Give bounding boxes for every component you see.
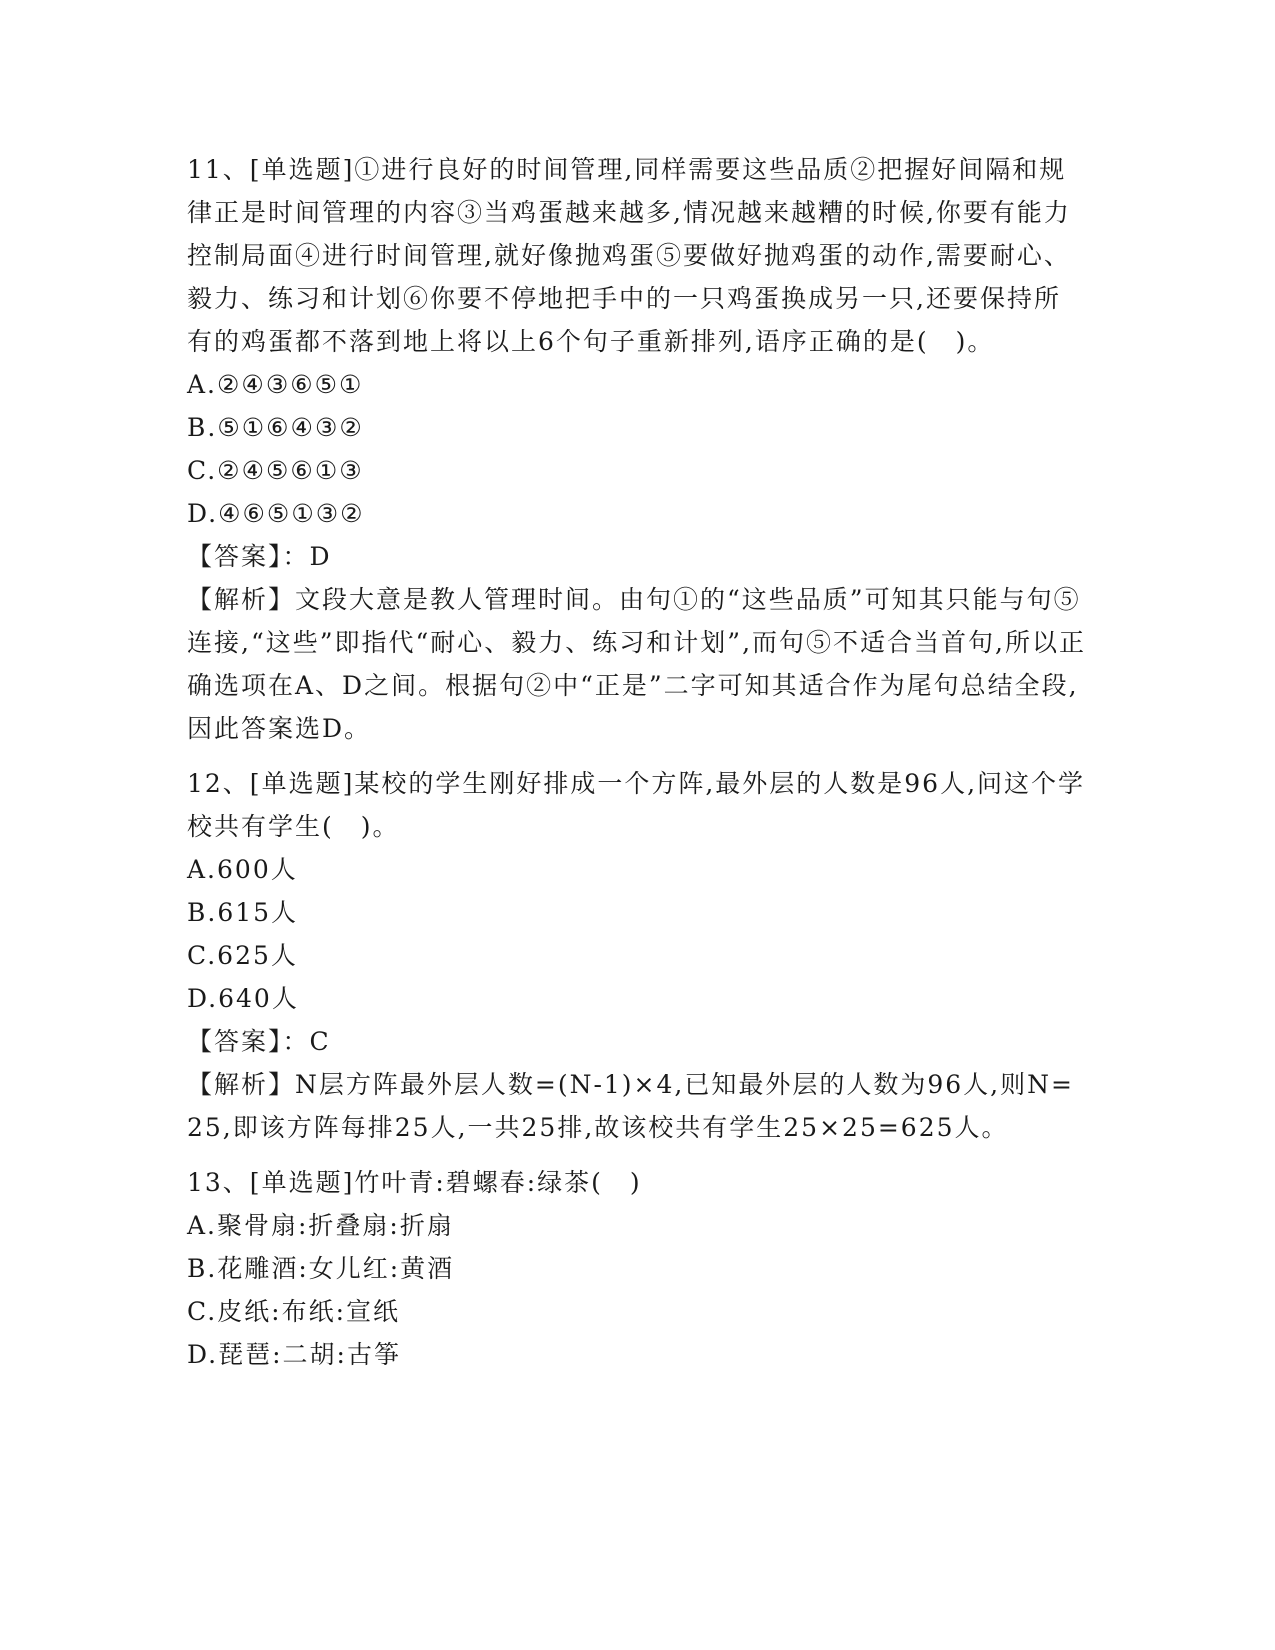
question-stem: 13、[单选题]竹叶青:碧螺春:绿茶( ) — [187, 1168, 642, 1197]
question-divider — [187, 750, 1087, 762]
option-b: B.⑤①⑥④③② — [187, 413, 364, 442]
option-d: D.④⑥⑤①③② — [187, 499, 365, 528]
question-divider — [187, 1149, 1087, 1161]
question-stem: 12、[单选题]某校的学生刚好排成一个方阵,最外层的人数是96人,问这个学校共有学生( )。 — [187, 769, 1086, 841]
option-b: B.花雕酒:女儿红:黄酒 — [187, 1254, 455, 1283]
answer-line: 【答案】：D — [187, 542, 332, 571]
option-a: A.②④③⑥⑤① — [187, 370, 364, 399]
analysis-paragraph: 【解析】N层方阵最外层人数=(N-1)×4,已知最外层的人数为96人,则N=25,即该方阵每排25人,一共25排,故该校共有学生25×25=625人。 — [187, 1070, 1074, 1142]
option-a: A.600人 — [187, 855, 298, 884]
option-b: B.615人 — [187, 898, 299, 927]
option-c: C.②④⑤⑥①③ — [187, 456, 364, 485]
question-11 — [187, 148, 1087, 750]
question-12 — [187, 762, 1087, 1149]
option-a: A.聚骨扇:折叠扇:折扇 — [187, 1211, 454, 1240]
question-stem: 11、[单选题]①进行良好的时间管理,同样需要这些品质②把握好间隔和规律正是时间管理的内容③当鸡蛋越来越多,情况越来越糟的时候,你要有能力控制局面④进行时间管理,就好像抛鸡蛋⑤要做好抛鸡蛋的动作,需要耐心、毅力、练习和计划⑥你要不停地把手中的一只鸡蛋换成另一只,还要保持所有的鸡蛋都不落到地上将以上6个句子重新排列,语序正确的是( )。 — [187, 155, 1071, 356]
option-c: C.625人 — [187, 941, 298, 970]
option-d: D.琵琶:二胡:古筝 — [187, 1340, 401, 1369]
analysis-paragraph: 【解析】文段大意是教人管理时间。由句①的“这些品质”可知其只能与句⑤连接,“这些”即指代“耐心、毅力、练习和计划”,而句⑤不适合当首句,所以正确选项在A、D之间。根据句②中“正是”二字可知其适合作为尾句总结全段,因此答案选D。 — [187, 585, 1086, 743]
document-page — [187, 148, 1087, 1376]
answer-line: 【答案】：C — [187, 1027, 331, 1056]
question-13 — [187, 1161, 1087, 1376]
option-c: C.皮纸:布纸:宣纸 — [187, 1297, 401, 1326]
option-d: D.640人 — [187, 984, 299, 1013]
